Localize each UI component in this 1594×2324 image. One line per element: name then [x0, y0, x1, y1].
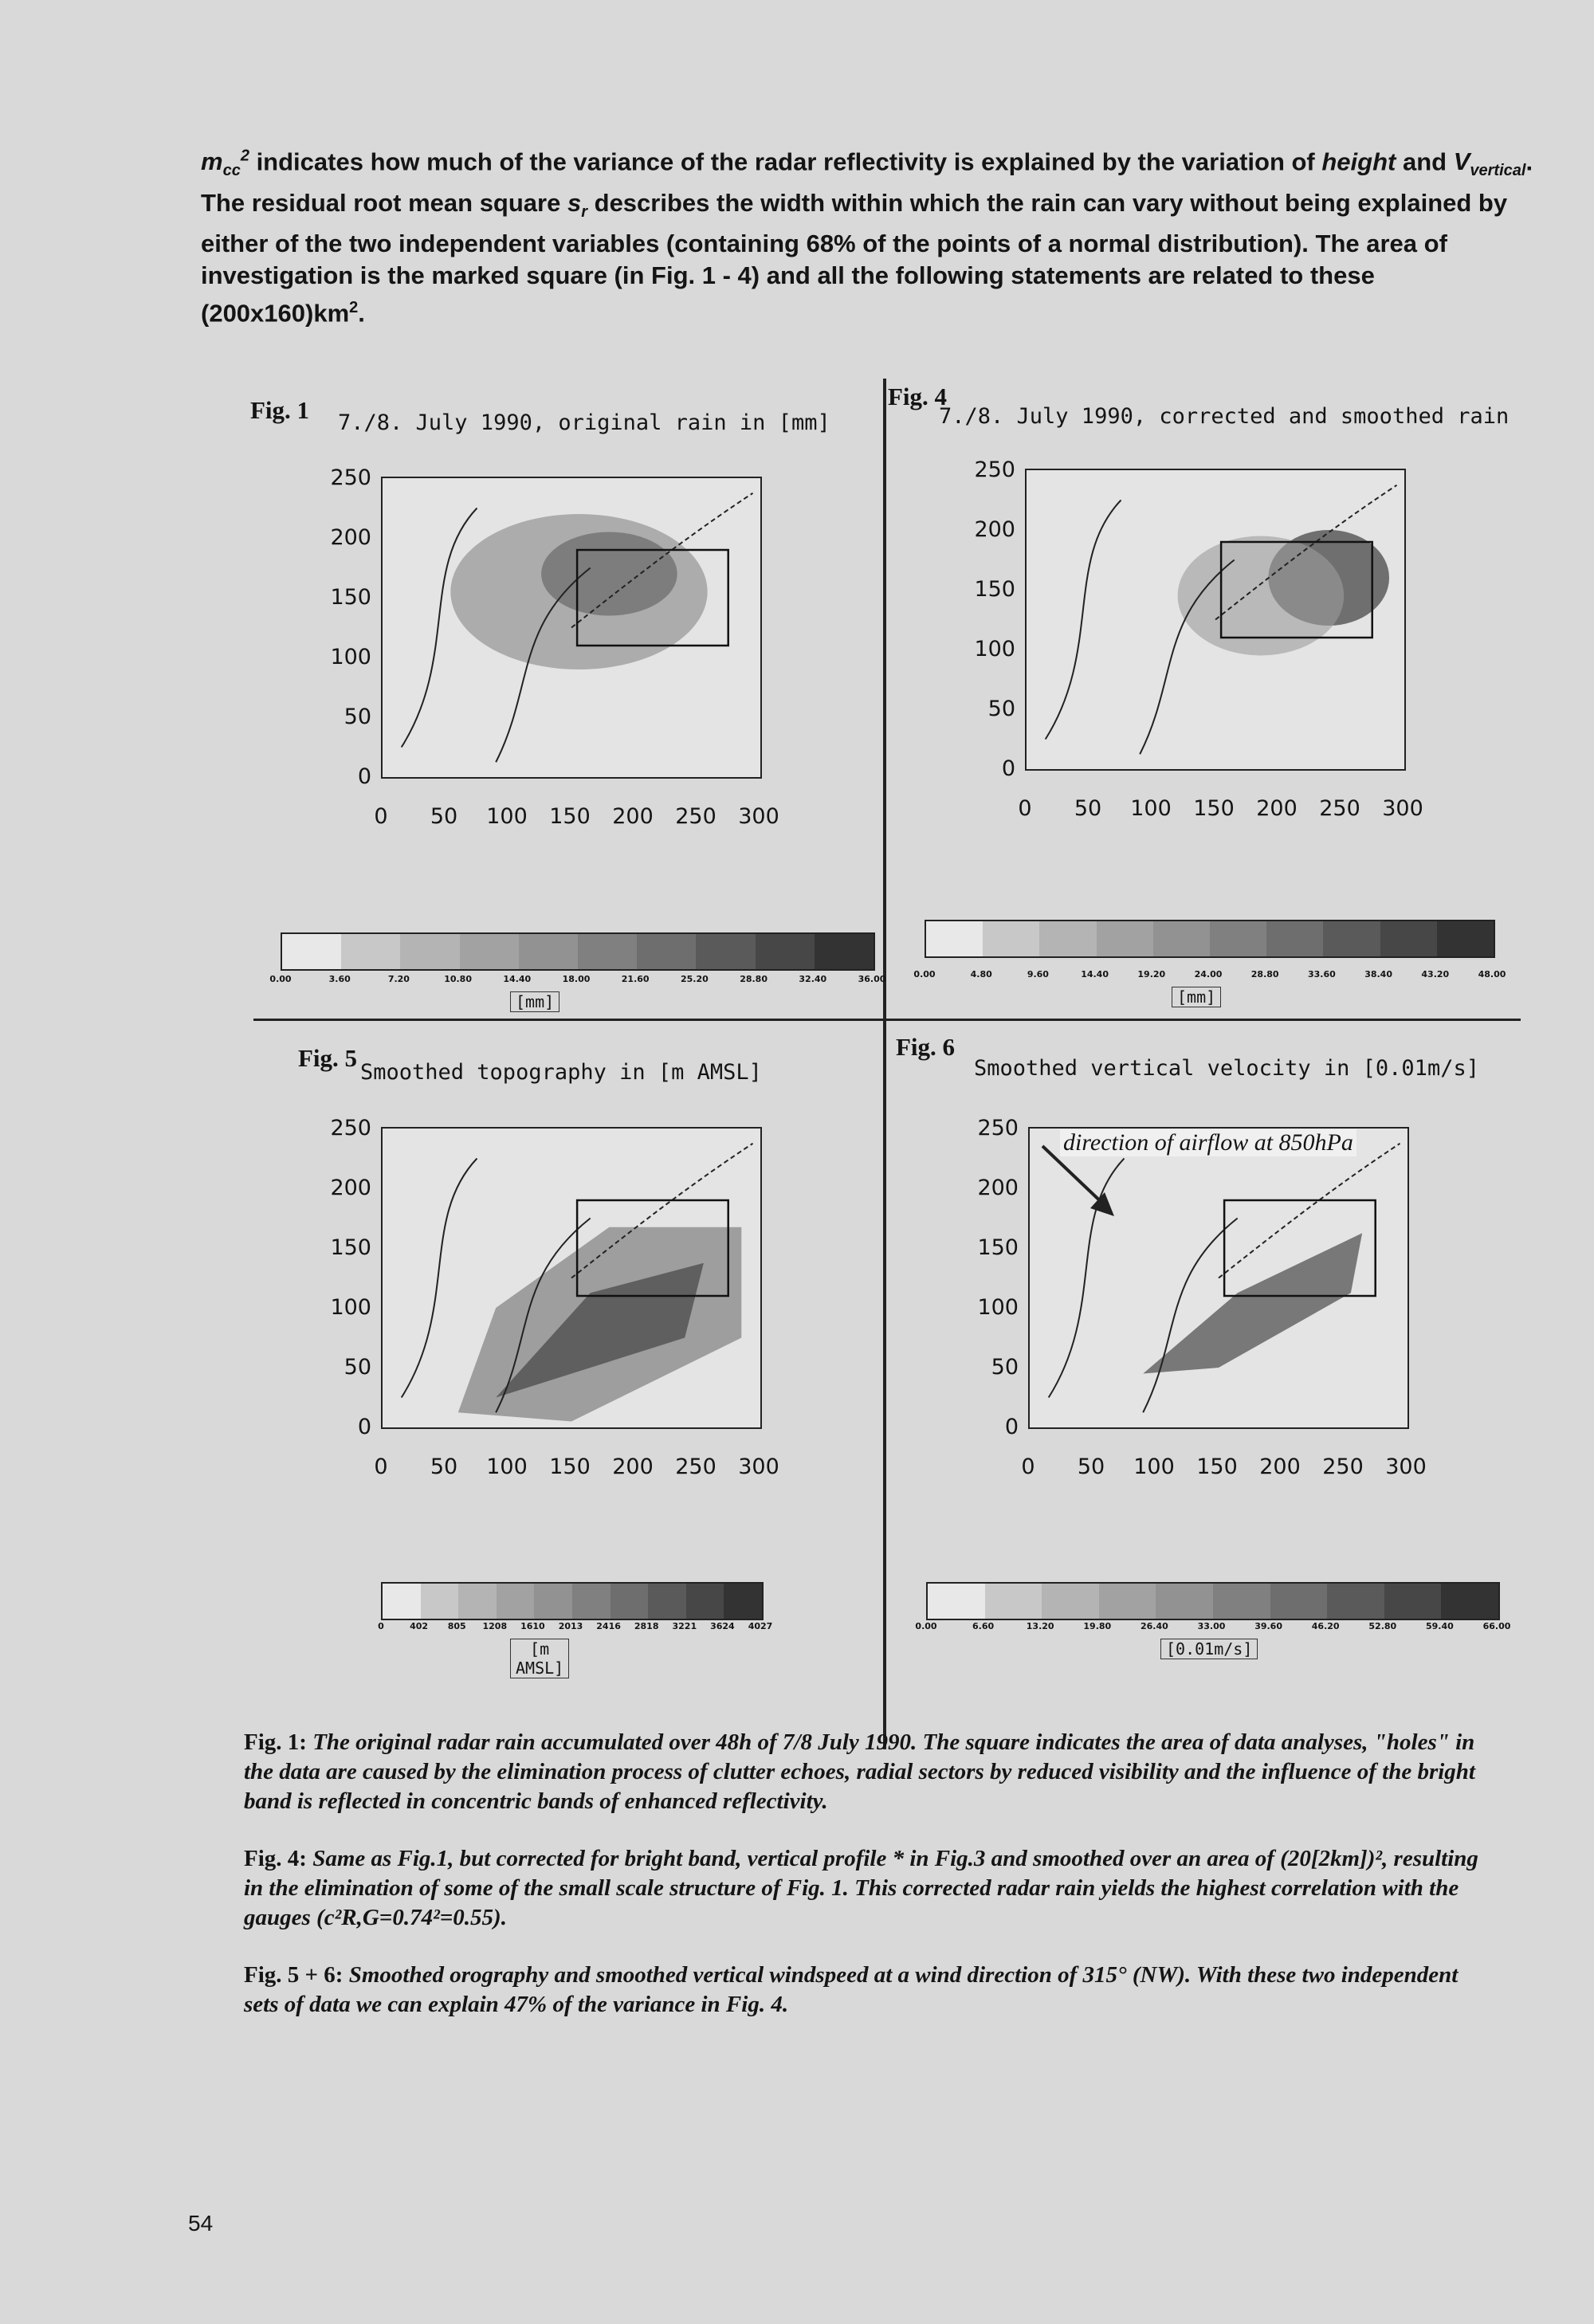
colorbar-label: 0.00 — [913, 969, 936, 979]
colorbar-bin — [1213, 1584, 1270, 1619]
colorbar-bin — [648, 1584, 686, 1619]
x-tick-label: 0 — [1018, 796, 1032, 821]
colorbar-label: 66.00 — [1482, 1621, 1511, 1631]
colorbar-label: 3.60 — [328, 974, 351, 984]
colorbar-label: 2013 — [558, 1621, 583, 1631]
x-tick-label: 250 — [1322, 1454, 1364, 1479]
x-tick-label: 0 — [374, 804, 388, 829]
y-tick-label: 0 — [357, 764, 371, 789]
colorbar-label: 14.40 — [1081, 969, 1109, 979]
colorbar-label: 2818 — [634, 1621, 659, 1631]
plot-area — [381, 477, 762, 779]
colorbar-bin — [756, 934, 815, 969]
colorbar-bin — [611, 1584, 649, 1619]
border-line — [1219, 1144, 1400, 1278]
colorbar-label: 36.00 — [858, 974, 886, 984]
colorbar-label: 0.00 — [915, 1621, 937, 1631]
colorbar-bin — [686, 1584, 724, 1619]
colorbar-bin — [519, 934, 578, 969]
colorbar-label: 33.00 — [1197, 1621, 1226, 1631]
x-tick-label: 200 — [612, 804, 654, 829]
colorbar-bin — [400, 934, 459, 969]
colorbar-label: 2416 — [596, 1621, 621, 1631]
colorbar-bin — [724, 1584, 762, 1619]
colorbar-bin — [1437, 921, 1494, 956]
colorbar-label: 33.60 — [1307, 969, 1336, 979]
colorbar-label: 21.60 — [621, 974, 650, 984]
colorbar-bin — [1327, 1584, 1384, 1619]
colorbar-label: 1208 — [482, 1621, 508, 1631]
x-tick-label: 300 — [738, 804, 779, 829]
colorbar-unit: [m AMSL] — [510, 1639, 569, 1678]
colorbar-bin — [1270, 1584, 1328, 1619]
y-tick-label: 50 — [344, 1355, 371, 1380]
y-tick-label: 50 — [987, 697, 1015, 721]
y-tick-label: 150 — [974, 577, 1015, 602]
x-tick-label: 150 — [1193, 796, 1235, 821]
y-tick-label: 100 — [974, 637, 1015, 661]
colorbar-label: 28.80 — [1250, 969, 1279, 979]
river-line — [402, 1159, 477, 1398]
y-tick-label: 250 — [977, 1116, 1019, 1140]
caption-fig4: Fig. 4: Same as Fig.1, but corrected for bright band, vertical profile * in Fig.3 and smoothed over an area of (20[2km])², resulting in the elimination of some of the small scale structure of Fig. 1. This corrected radar rain yields the highest correlation with the gauges (c²R,G=0.74²=0.55). — [244, 1846, 1478, 1930]
colorbar-bin — [985, 1584, 1042, 1619]
y-tick-label: 0 — [357, 1415, 371, 1439]
x-tick-label: 250 — [1319, 796, 1360, 821]
airflow-arrow-icon — [1036, 1140, 1132, 1227]
x-tick-label: 150 — [549, 804, 591, 829]
colorbar-label: 24.00 — [1194, 969, 1223, 979]
colorbar-unit: [mm] — [1172, 987, 1221, 1007]
colorbar-label: 52.80 — [1368, 1621, 1397, 1631]
plot-area — [381, 1127, 762, 1429]
colorbar-label: 18.00 — [562, 974, 591, 984]
colorbar-label: 6.60 — [972, 1621, 995, 1631]
colorbar-bin — [1156, 1584, 1213, 1619]
x-tick-label: 50 — [1074, 796, 1102, 821]
colorbar — [926, 1582, 1500, 1620]
colorbar-label: 46.20 — [1311, 1621, 1340, 1631]
colorbar-bin — [1099, 1584, 1156, 1619]
fig6-label: Fig. 6 — [896, 1033, 956, 1061]
x-tick-label: 100 — [1133, 1454, 1175, 1479]
y-tick-label: 200 — [974, 517, 1015, 542]
colorbar-label: 3221 — [672, 1621, 697, 1631]
x-tick-label: 100 — [486, 804, 528, 829]
plot-area — [1025, 469, 1406, 771]
colorbar-bin — [497, 1584, 535, 1619]
colorbar-label: 25.20 — [680, 974, 709, 984]
colorbar-label: 0 — [378, 1621, 384, 1631]
x-tick-label: 150 — [1196, 1454, 1238, 1479]
colorbar-bin — [637, 934, 696, 969]
colorbar — [381, 1582, 764, 1620]
x-tick-label: 0 — [1021, 1454, 1035, 1479]
colorbar-label: 48.00 — [1478, 969, 1506, 979]
vertical-divider — [883, 379, 886, 1749]
x-tick-label: 300 — [1385, 1454, 1427, 1479]
y-tick-label: 250 — [330, 1116, 371, 1140]
x-tick-label: 50 — [1077, 1454, 1105, 1479]
colorbar-bin — [282, 934, 341, 969]
y-tick-label: 50 — [344, 705, 371, 729]
fig4-title: 7./8. July 1990, corrected and smoothed rain — [939, 404, 1510, 429]
x-tick-label: 300 — [1382, 796, 1423, 821]
x-tick-label: 200 — [1259, 1454, 1301, 1479]
x-tick-label: 250 — [675, 1454, 717, 1479]
y-tick-label: 200 — [330, 525, 371, 550]
y-tick-label: 200 — [330, 1176, 371, 1200]
x-tick-label: 100 — [486, 1454, 528, 1479]
fig1-label: Fig. 1 — [250, 396, 310, 424]
colorbar-bin — [1153, 921, 1210, 956]
y-tick-label: 0 — [1001, 756, 1015, 781]
colorbar-bin — [421, 1584, 459, 1619]
colorbar-label: 32.40 — [799, 974, 827, 984]
page-number: 54 — [188, 2211, 214, 2236]
colorbar-label: 59.40 — [1425, 1621, 1454, 1631]
caption-fig5-6: Fig. 5 + 6: Smoothed orography and smoothed vertical windspeed at a wind direction of 315° (NW). With these two independent sets of data we can explain 47% of the variance in Fig. 4. — [244, 1962, 1459, 2017]
colorbar — [281, 932, 875, 971]
colorbar-bin — [341, 934, 400, 969]
colorbar-bin — [926, 921, 983, 956]
colorbar-label: 19.80 — [1083, 1621, 1112, 1631]
colorbar-bin — [458, 1584, 497, 1619]
y-tick-label: 250 — [330, 465, 371, 490]
intro-paragraph: $m_{cc}^2$ indicates how much of the variance of the radar reflectivity is explained by the variation of height and $V_{vertical}$. The residual root mean square $s_r$ describes the width within which the rain can vary without being explained by either of the two independent variables (containing 68% of the points of a normal distribution). The area of investigation is the marked square (in Fig. 1 - 4) and all the following statements are related to these $(200x160)km^2$. — [201, 147, 1533, 328]
fig6-title: Smoothed vertical velocity in [0.01m/s] — [974, 1056, 1479, 1081]
airflow-annotation: direction of airflow at 850hPa — [1060, 1129, 1356, 1156]
updraft-band — [1143, 1233, 1362, 1373]
colorbar-bin — [983, 921, 1039, 956]
y-tick-label: 100 — [977, 1295, 1019, 1320]
colorbar-label: 10.80 — [444, 974, 472, 984]
x-tick-label: 50 — [430, 1454, 458, 1479]
x-tick-label: 50 — [430, 804, 458, 829]
x-tick-label: 100 — [1130, 796, 1172, 821]
colorbar-label: 7.20 — [387, 974, 410, 984]
y-tick-label: 150 — [330, 585, 371, 610]
colorbar-label: 13.20 — [1026, 1621, 1054, 1631]
fig5-title: Smoothed topography in [m AMSL] — [360, 1060, 762, 1085]
colorbar-label: 3624 — [710, 1621, 735, 1631]
x-tick-label: 200 — [612, 1454, 654, 1479]
colorbar-label: 0.00 — [269, 974, 292, 984]
colorbar-label: 26.40 — [1140, 1621, 1168, 1631]
caption-fig1: Fig. 1: The original radar rain accumulated over 48h of 7/8 July 1990. The square indicates the area of data analyses, "holes" in the data are caused by the elimination process of clutter echoes, radial sectors by reduced visibility and the influence of the bright band is reflected in concentric bands of enhanced reflectivity. — [244, 1729, 1475, 1814]
x-tick-label: 150 — [549, 1454, 591, 1479]
colorbar-label: 39.60 — [1254, 1621, 1282, 1631]
colorbar-bin — [578, 934, 637, 969]
colorbar-bin — [383, 1584, 421, 1619]
colorbar-bin — [1384, 1584, 1442, 1619]
colorbar-bin — [460, 934, 519, 969]
colorbar-label: 4027 — [748, 1621, 773, 1631]
colorbar-bin — [572, 1584, 611, 1619]
colorbar-unit: [mm] — [510, 991, 559, 1012]
colorbar — [925, 920, 1495, 958]
x-tick-label: 250 — [675, 804, 717, 829]
colorbar-bin — [696, 934, 755, 969]
colorbar-bin — [1042, 1584, 1099, 1619]
colorbar-unit: [0.01m/s] — [1160, 1639, 1258, 1659]
colorbar-label: 38.40 — [1364, 969, 1392, 979]
y-tick-label: 250 — [974, 457, 1015, 482]
colorbar-label: 805 — [447, 1621, 466, 1631]
colorbar-bin — [534, 1584, 572, 1619]
colorbar-bin — [1323, 921, 1380, 956]
y-tick-label: 150 — [977, 1235, 1019, 1260]
x-tick-label: 0 — [374, 1454, 388, 1479]
colorbar-label: 4.80 — [970, 969, 992, 979]
colorbar-bin — [1097, 921, 1153, 956]
colorbar-bin — [1039, 921, 1096, 956]
colorbar-bin — [1380, 921, 1437, 956]
colorbar-label: 9.60 — [1027, 969, 1049, 979]
y-tick-label: 150 — [330, 1235, 371, 1260]
river-line — [1046, 501, 1121, 740]
colorbar-bin — [928, 1584, 985, 1619]
fig1-title: 7./8. July 1990, original rain in [mm] — [338, 410, 830, 435]
colorbar-bin — [1266, 921, 1323, 956]
colorbar-bin — [1441, 1584, 1498, 1619]
colorbar-label: 1610 — [520, 1621, 545, 1631]
colorbar-label: 402 — [410, 1621, 429, 1631]
colorbar-label: 19.20 — [1137, 969, 1166, 979]
rain-core — [541, 532, 677, 616]
x-tick-label: 200 — [1256, 796, 1298, 821]
y-tick-label: 100 — [330, 1295, 371, 1320]
colorbar-label: 14.40 — [503, 974, 532, 984]
y-tick-label: 200 — [977, 1176, 1019, 1200]
fig5-label: Fig. 5 — [298, 1044, 358, 1072]
colorbar-bin — [815, 934, 874, 969]
colorbar-label: 28.80 — [740, 974, 768, 984]
y-tick-label: 100 — [330, 645, 371, 669]
colorbar-bin — [1210, 921, 1266, 956]
y-tick-label: 50 — [991, 1355, 1019, 1380]
fig4-label: Fig. 4 — [888, 383, 948, 410]
x-tick-label: 300 — [738, 1454, 779, 1479]
y-tick-label: 0 — [1004, 1415, 1019, 1439]
colorbar-label: 43.20 — [1421, 969, 1450, 979]
horizontal-divider — [253, 1019, 1521, 1021]
